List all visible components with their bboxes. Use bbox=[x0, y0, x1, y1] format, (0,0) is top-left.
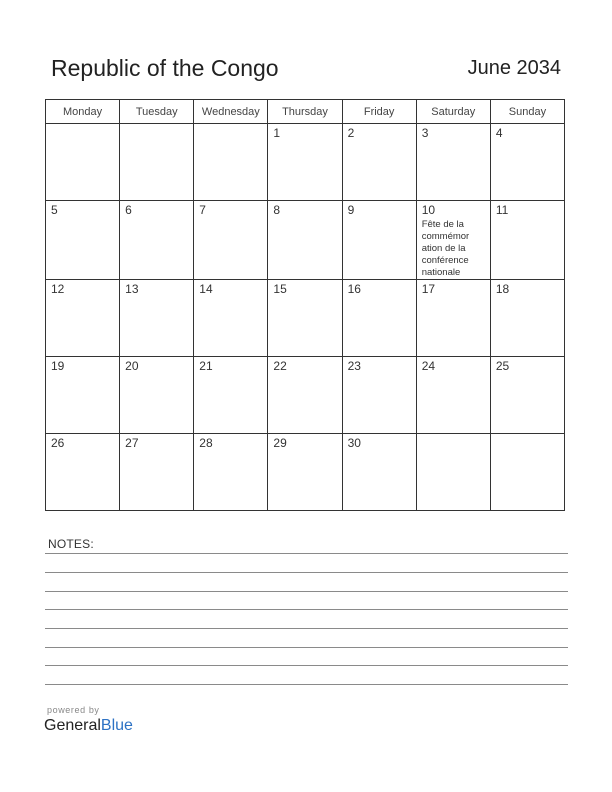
weekday-wednesday: Wednesday bbox=[194, 100, 268, 124]
day-number: 18 bbox=[495, 282, 510, 296]
day-number: 14 bbox=[199, 282, 213, 296]
day-number bbox=[120, 124, 193, 127]
weekday-header-row bbox=[46, 100, 565, 124]
day-number: 15 bbox=[273, 282, 287, 296]
day-number: 25 bbox=[495, 359, 510, 373]
day-number: 13 bbox=[125, 282, 139, 296]
week-row bbox=[46, 124, 565, 201]
day-number: 29 bbox=[273, 436, 287, 450]
day-number: 20 bbox=[125, 359, 139, 373]
day-number: 2 bbox=[347, 126, 355, 140]
weekday-monday: Monday bbox=[46, 100, 120, 124]
day-cell bbox=[342, 124, 416, 201]
day-number: 26 bbox=[51, 436, 65, 450]
brand-blue: Blue bbox=[100, 717, 133, 734]
day-number: 16 bbox=[347, 282, 361, 296]
day-number: 22 bbox=[273, 359, 287, 373]
day-number bbox=[46, 124, 119, 127]
notes-line bbox=[45, 665, 568, 666]
day-cell bbox=[342, 201, 416, 280]
day-cell bbox=[416, 434, 490, 511]
day-cell bbox=[268, 201, 342, 280]
day-cell bbox=[120, 434, 194, 511]
day-cell bbox=[120, 124, 194, 201]
notes-line bbox=[45, 591, 568, 592]
holiday-text-line: conférence bbox=[421, 255, 469, 266]
notes-line bbox=[45, 572, 568, 573]
weekday-thursday: Thursday bbox=[268, 100, 342, 124]
day-cell bbox=[490, 201, 564, 280]
holiday-text-line: nationale bbox=[421, 267, 461, 278]
holiday-text-line: commémor bbox=[421, 231, 470, 242]
powered-by-label: powered by bbox=[47, 705, 100, 715]
day-number: 8 bbox=[273, 203, 281, 217]
day-cell bbox=[194, 201, 268, 280]
day-cell bbox=[490, 357, 564, 434]
weekday-tuesday: Tuesday bbox=[120, 100, 194, 124]
day-number: 28 bbox=[199, 436, 213, 450]
day-cell bbox=[490, 280, 564, 357]
day-cell bbox=[194, 357, 268, 434]
day-number bbox=[417, 434, 490, 437]
holiday-text-line: Fête de la bbox=[421, 219, 464, 230]
day-number: 3 bbox=[421, 126, 429, 140]
day-number bbox=[194, 124, 267, 127]
day-cell bbox=[46, 434, 120, 511]
day-number: 24 bbox=[421, 359, 436, 373]
day-cell bbox=[46, 357, 120, 434]
day-cell-holiday bbox=[416, 201, 490, 280]
notes-line bbox=[45, 647, 568, 648]
day-number: 23 bbox=[347, 359, 361, 373]
day-cell bbox=[342, 357, 416, 434]
day-number: 27 bbox=[125, 436, 139, 450]
day-number: 11 bbox=[495, 203, 509, 217]
week-row bbox=[46, 357, 565, 434]
day-cell bbox=[120, 201, 194, 280]
notes-line bbox=[45, 628, 568, 629]
day-cell bbox=[268, 357, 342, 434]
week-row bbox=[46, 280, 565, 357]
day-number: 6 bbox=[125, 203, 132, 217]
day-number: 7 bbox=[199, 203, 206, 217]
holiday-text-line: ation de la bbox=[421, 243, 466, 254]
day-cell bbox=[268, 434, 342, 511]
day-number: 12 bbox=[51, 282, 65, 296]
day-cell bbox=[490, 124, 564, 201]
day-number: 10 bbox=[421, 203, 436, 217]
notes-line bbox=[45, 609, 568, 610]
day-number: 5 bbox=[51, 203, 58, 217]
day-cell bbox=[194, 434, 268, 511]
day-cell bbox=[46, 201, 120, 280]
week-row bbox=[46, 201, 565, 280]
day-cell bbox=[416, 280, 490, 357]
holiday-event bbox=[417, 217, 490, 279]
day-number: 1 bbox=[273, 126, 281, 140]
weekday-friday: Friday bbox=[342, 100, 416, 124]
day-number bbox=[491, 434, 564, 437]
day-number: 19 bbox=[51, 359, 65, 373]
day-cell bbox=[416, 124, 490, 201]
day-number: 17 bbox=[421, 282, 436, 296]
day-cell bbox=[194, 280, 268, 357]
day-number: 21 bbox=[199, 359, 213, 373]
day-number: 9 bbox=[347, 203, 355, 217]
day-cell bbox=[120, 357, 194, 434]
brand-general: General bbox=[44, 717, 101, 734]
notes-label: NOTES: bbox=[48, 537, 94, 551]
day-cell bbox=[268, 124, 342, 201]
generalblue-logo bbox=[44, 717, 133, 735]
day-number: 30 bbox=[347, 436, 361, 450]
day-number: 4 bbox=[495, 126, 503, 140]
day-cell bbox=[268, 280, 342, 357]
day-cell bbox=[46, 280, 120, 357]
day-cell bbox=[416, 357, 490, 434]
weekday-sunday: Sunday bbox=[490, 100, 564, 124]
day-cell bbox=[120, 280, 194, 357]
day-cell bbox=[46, 124, 120, 201]
month-year: June 2034 bbox=[467, 57, 561, 79]
page-title: Republic of the Congo bbox=[51, 55, 279, 81]
notes-line bbox=[45, 553, 568, 554]
week-row bbox=[46, 434, 565, 511]
notes-line bbox=[45, 684, 568, 685]
day-cell bbox=[194, 124, 268, 201]
day-cell bbox=[342, 280, 416, 357]
weekday-saturday: Saturday bbox=[416, 100, 490, 124]
calendar-grid bbox=[45, 99, 565, 511]
day-cell bbox=[342, 434, 416, 511]
day-cell bbox=[490, 434, 564, 511]
